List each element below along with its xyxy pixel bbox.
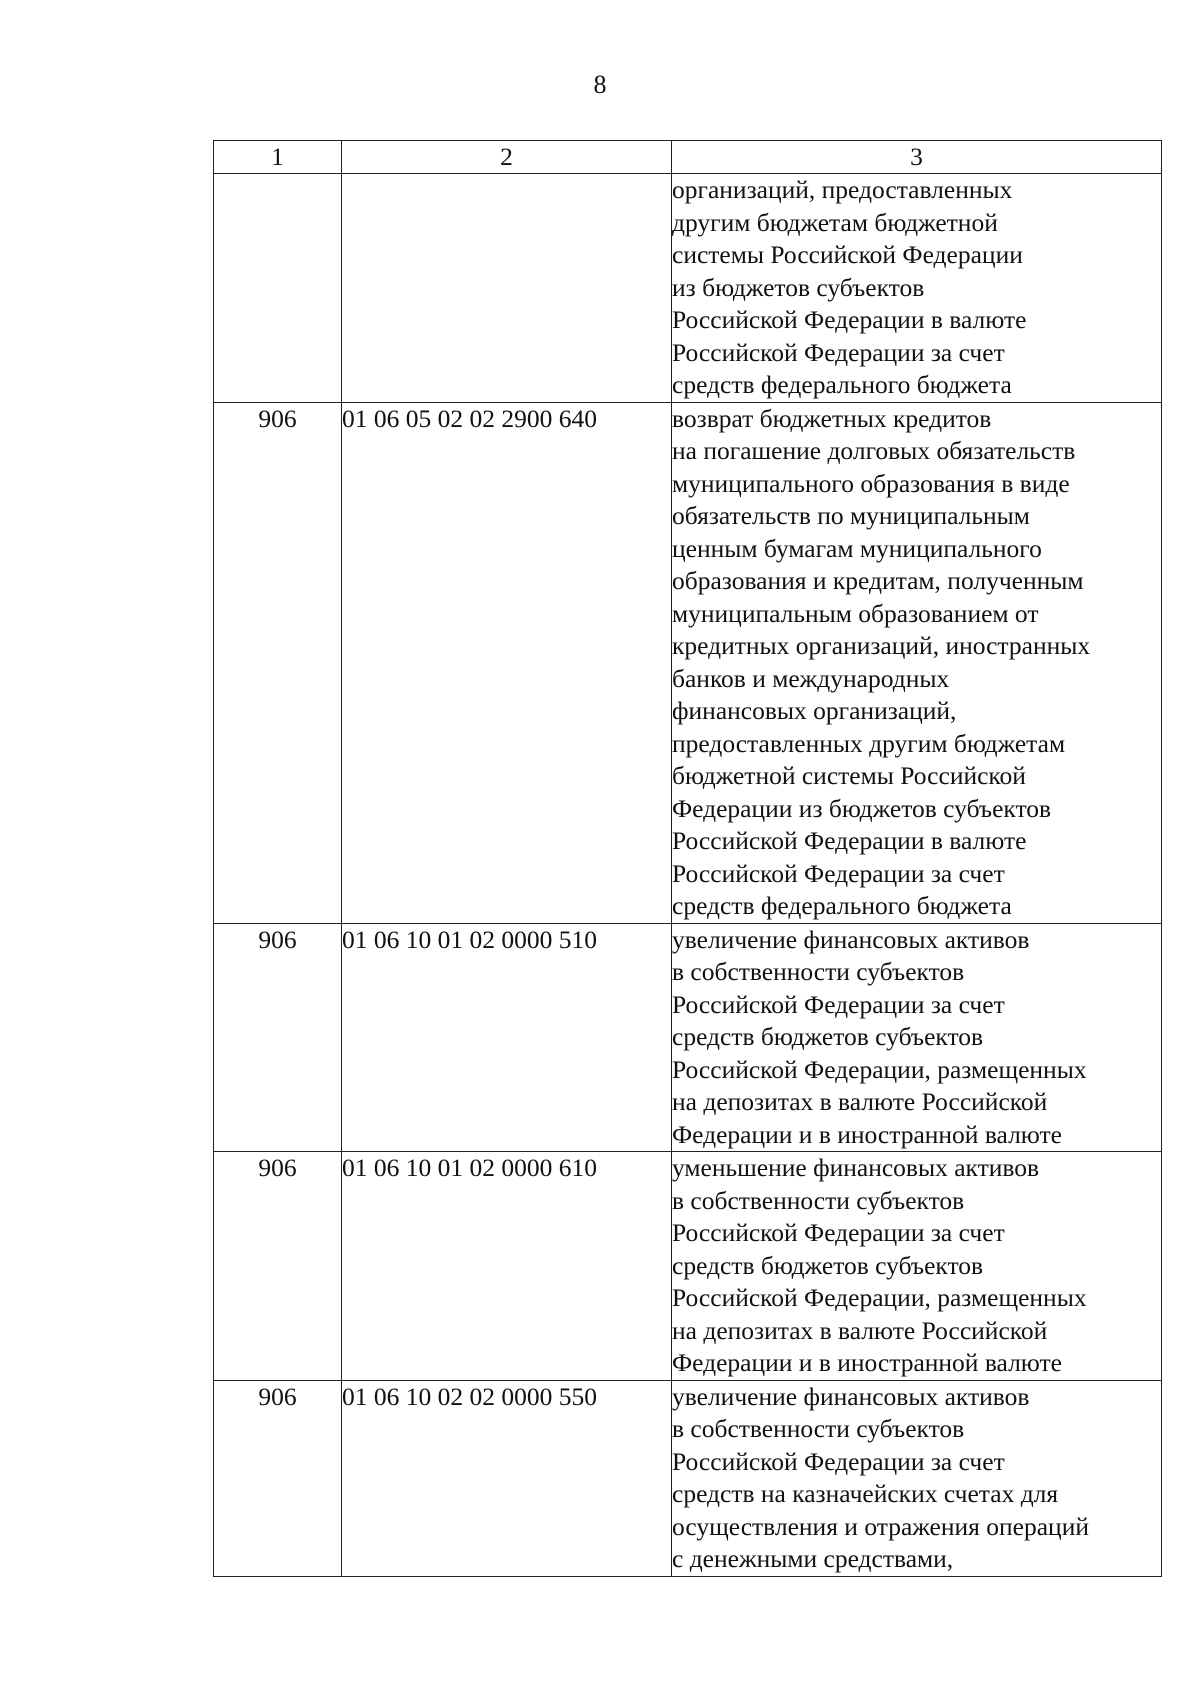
description-line: обязательств по муниципальным [672, 501, 1030, 530]
description-line: Российской Федерации за счет [672, 337, 1005, 367]
description-line: ценным бумагам муниципального [672, 533, 1042, 563]
description-cell [672, 1152, 1162, 1381]
description-line: на депозитах в валюте Российской [672, 1087, 1048, 1116]
column-number-3: 3 [672, 141, 1162, 174]
description-line: финансовых организаций, [672, 696, 957, 725]
admin-code-cell: 906 [214, 1152, 342, 1381]
description-line: банков и международных [672, 663, 950, 693]
description-line: средств федерального бюджета [672, 891, 1012, 920]
description-line: средств федерального бюджета [672, 370, 1012, 399]
description-line: Российской Федерации, размещенных [672, 1283, 1087, 1312]
table-header [214, 141, 1162, 174]
budget-code-cell: 01 06 10 01 02 0000 510 [342, 923, 672, 1152]
header-row [214, 141, 1162, 174]
description-line: бюджетной системы Российской [672, 761, 1026, 790]
table-body [214, 174, 1162, 1577]
description-line: увеличение финансовых активов [672, 924, 1030, 954]
description-line: средств бюджетов субъектов [672, 1250, 984, 1280]
description-line: кредитных организаций, иностранных [672, 631, 1091, 660]
description-line: Российской Федерации, размещенных [672, 1054, 1087, 1084]
admin-code-cell [214, 174, 342, 403]
table-row [214, 402, 1162, 923]
description-line: предоставленных другим бюджетам [672, 728, 1066, 758]
description-line: с денежными средствами, [672, 1544, 954, 1573]
table-row [214, 174, 1162, 403]
description-line: муниципальным образованием от [672, 598, 1039, 628]
budget-code-cell [342, 174, 672, 403]
description-cell [672, 923, 1162, 1152]
description-line: на погашение долговых обязательств [672, 436, 1076, 465]
description-line: Федерации и в иностранной валюте [672, 1348, 1062, 1377]
description-line: уменьшение финансовых активов [672, 1153, 1040, 1182]
description-line: средств на казначейских счетах для [672, 1479, 1059, 1508]
page-number: 8 [593, 70, 607, 99]
admin-code-cell: 906 [214, 402, 342, 923]
description-line: образования и кредитам, полученным [672, 566, 1084, 595]
admin-code-cell: 906 [214, 923, 342, 1152]
description-line: Российской Федерации в валюте [672, 305, 1027, 334]
description-line: другим бюджетам бюджетной [672, 207, 998, 237]
description-line: в собственности субъектов [672, 957, 965, 986]
description-line: Федерации из бюджетов субъектов [672, 793, 1052, 823]
description-line: Российской Федерации за счет [672, 1446, 1005, 1476]
description-line: Федерации и в иностранной валюте [672, 1119, 1062, 1149]
description-line: Российской Федерации за счет [672, 858, 1005, 888]
column-number-2: 2 [342, 141, 672, 174]
description-cell [672, 1380, 1162, 1576]
description-cell [672, 174, 1162, 403]
description-line: на депозитах в валюте Российской [672, 1315, 1048, 1345]
budget-code-cell: 01 06 10 01 02 0000 610 [342, 1152, 672, 1381]
budget-code-cell: 01 06 10 02 02 0000 550 [342, 1380, 672, 1576]
table-row [214, 1380, 1162, 1576]
description-line: системы Российской Федерации [672, 240, 1023, 269]
description-line: возврат бюджетных кредитов [672, 403, 992, 433]
description-line: из бюджетов субъектов [672, 272, 925, 302]
description-line: в собственности субъектов [672, 1414, 965, 1443]
description-line: организаций, предоставленных [672, 175, 1013, 204]
description-line: Российской Федерации за счет [672, 989, 1005, 1019]
budget-codes-table [213, 140, 1162, 1577]
description-line: осуществления и отражения операций [672, 1511, 1089, 1541]
admin-code-cell: 906 [214, 1380, 342, 1576]
description-line: в собственности субъектов [672, 1185, 965, 1215]
description-cell [672, 402, 1162, 923]
description-line: увеличение финансовых активов [672, 1381, 1030, 1411]
table-row [214, 1152, 1162, 1381]
column-number-1: 1 [214, 141, 342, 174]
table-row [214, 923, 1162, 1152]
budget-code-cell: 01 06 05 02 02 2900 640 [342, 402, 672, 923]
description-line: Российской Федерации за счет [672, 1218, 1005, 1247]
description-line: Российской Федерации в валюте [672, 826, 1027, 855]
description-line: муниципального образования в виде [672, 468, 1070, 498]
description-line: средств бюджетов субъектов [672, 1022, 984, 1051]
